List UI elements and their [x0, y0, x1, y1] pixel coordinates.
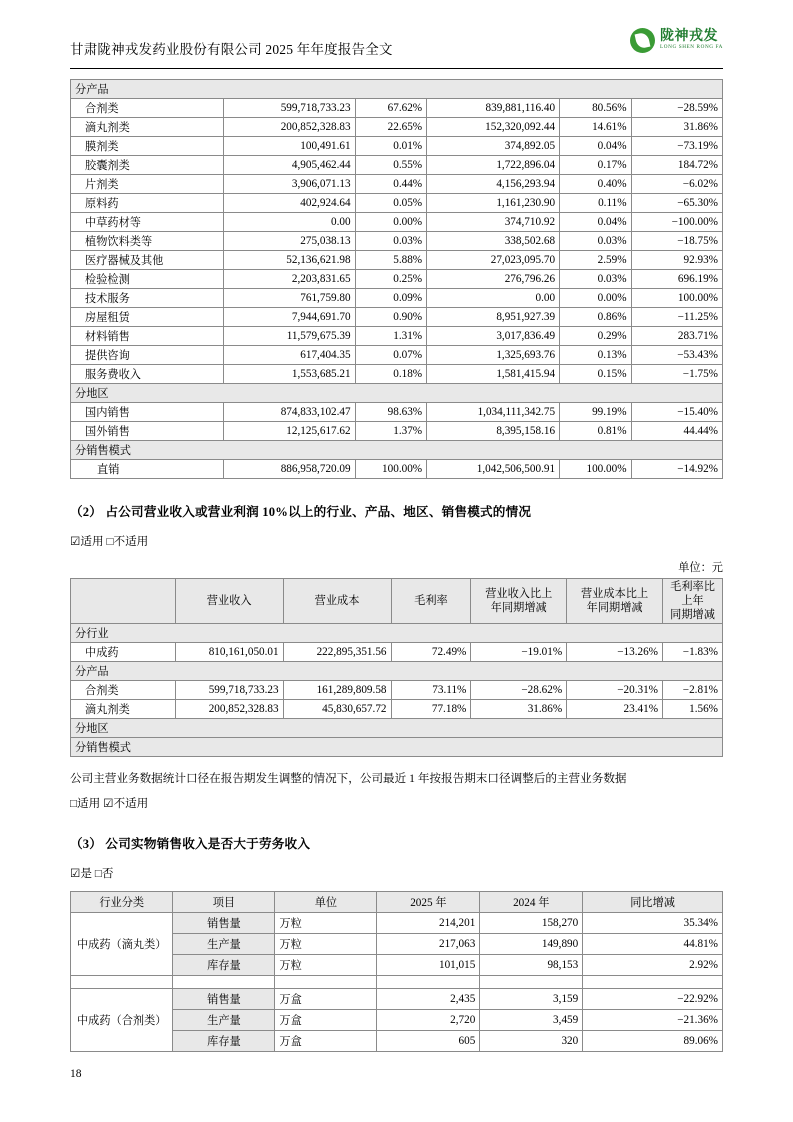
row-revenue-pct: 67.62%: [355, 99, 427, 118]
row-revenue: 0.00: [223, 213, 355, 232]
row-revenue: 11,579,675.39: [223, 327, 355, 346]
row-item: 生产量: [173, 1010, 275, 1031]
row-margin-yoy: −2.81%: [663, 681, 723, 700]
header-line-2: 年同期增减: [490, 602, 547, 614]
row-yoy: 44.44%: [631, 422, 722, 441]
row-revenue-pct: 0.25%: [355, 270, 427, 289]
table-row: [71, 232, 723, 251]
row-margin: 72.49%: [391, 643, 471, 662]
row-yoy: −11.25%: [631, 308, 722, 327]
row-cost-pct: 0.03%: [560, 232, 632, 251]
row-revenue-pct: 1.37%: [355, 422, 427, 441]
row-revenue: 810,161,050.01: [175, 643, 283, 662]
row-yoy: −14.92%: [631, 460, 722, 479]
row-value-2024: 3,459: [480, 1010, 583, 1031]
table-row: [71, 913, 723, 934]
row-cost-pct: 80.56%: [560, 99, 632, 118]
main-business-table: [70, 578, 723, 757]
group-header-row: [71, 624, 723, 643]
row-label: 国内销售: [71, 403, 224, 422]
table-body: [71, 80, 723, 479]
row-cost-pct: 0.17%: [560, 156, 632, 175]
row-value-2025: 217,063: [377, 934, 480, 955]
row-cost-yoy: −20.31%: [567, 681, 663, 700]
column-header-revenue-yoy: [471, 579, 567, 624]
row-cost-pct: 0.29%: [560, 327, 632, 346]
row-yoy: 31.86%: [631, 118, 722, 137]
row-label: 合剂类: [71, 99, 224, 118]
row-cost-pct: 0.86%: [560, 308, 632, 327]
table-row: [71, 700, 723, 719]
table-spacer-row: [71, 976, 723, 989]
row-cost: 161,289,809.58: [283, 681, 391, 700]
section-2-heading: （2） 占公司营业收入或营业利润 10%以上的行业、产品、地区、销售模式的情况: [70, 505, 532, 519]
group-label: 分销售模式: [71, 738, 723, 757]
row-revenue-yoy: 31.86%: [471, 700, 567, 719]
row-revenue: 1,553,685.21: [223, 365, 355, 384]
row-unit: 万盒: [275, 1010, 377, 1031]
row-revenue-pct: 98.63%: [355, 403, 427, 422]
row-yoy: 283.71%: [631, 327, 722, 346]
table-row: [71, 327, 723, 346]
section-3-heading: （3） 公司实物销售收入是否大于劳务收入: [70, 837, 311, 851]
table-row: [71, 403, 723, 422]
row-yoy: −18.75%: [631, 232, 722, 251]
row-cost-pct: 0.11%: [560, 194, 632, 213]
row-cost: 8,395,158.16: [427, 422, 560, 441]
row-revenue: 886,958,720.09: [223, 460, 355, 479]
row-yoy: −1.75%: [631, 365, 722, 384]
row-unit: 万粒: [275, 913, 377, 934]
table-row: [71, 989, 723, 1010]
row-cost: 276,796.26: [427, 270, 560, 289]
spacer-cell: [480, 976, 583, 989]
group-header-row: [71, 662, 723, 681]
table-row: [71, 213, 723, 232]
row-item: 生产量: [173, 934, 275, 955]
row-yoy: 35.34%: [583, 913, 723, 934]
row-item: 销售量: [173, 989, 275, 1010]
row-label: 滴丸剂类: [71, 700, 176, 719]
column-header-margin-yoy: [663, 579, 723, 624]
table-header-row: [71, 892, 723, 913]
header-line-1: 营业成本比上: [581, 588, 649, 600]
group-label: 分产品: [71, 80, 723, 99]
row-yoy: −21.36%: [583, 1010, 723, 1031]
column-header-cost-yoy: [567, 579, 663, 624]
table-row: [71, 270, 723, 289]
row-revenue-yoy: −19.01%: [471, 643, 567, 662]
row-revenue: 761,759.80: [223, 289, 355, 308]
page-number: 18: [70, 1067, 82, 1080]
row-revenue: 599,718,733.23: [175, 681, 283, 700]
row-cost-pct: 0.04%: [560, 137, 632, 156]
row-revenue-pct: 0.03%: [355, 232, 427, 251]
row-revenue-pct: 100.00%: [355, 460, 427, 479]
row-revenue: 52,136,621.98: [223, 251, 355, 270]
table-row: [71, 365, 723, 384]
row-cost: 8,951,927.39: [427, 308, 560, 327]
row-revenue-pct: 0.05%: [355, 194, 427, 213]
row-yoy: 2.92%: [583, 955, 723, 976]
row-cost-pct: 100.00%: [560, 460, 632, 479]
table-row: [71, 643, 723, 662]
row-cost: 4,156,293.94: [427, 175, 560, 194]
row-label: 检验检测: [71, 270, 224, 289]
section-2-unit: 单位：元: [678, 562, 723, 574]
row-yoy: −73.19%: [631, 137, 722, 156]
column-header-2024: 2024 年: [480, 892, 583, 913]
row-value-2025: 101,015: [377, 955, 480, 976]
column-header-cost: 营业成本: [283, 579, 391, 624]
group-label: 分地区: [71, 384, 723, 403]
row-unit: 万盒: [275, 1031, 377, 1052]
column-header-2025: 2025 年: [377, 892, 480, 913]
logo-text: [660, 30, 723, 50]
row-cost: 1,722,896.04: [427, 156, 560, 175]
row-cost-pct: 0.04%: [560, 213, 632, 232]
group-header-row: [71, 738, 723, 757]
column-header-unit: 单位: [275, 892, 377, 913]
row-revenue-pct: 0.90%: [355, 308, 427, 327]
section-2-note: 公司主营业务数据统计口径在报告期发生调整的情况下，公司最近 1 年按报告期末口径调整后的主营业务数据: [70, 772, 627, 785]
row-yoy: 184.72%: [631, 156, 722, 175]
table-header-row: [71, 579, 723, 624]
row-revenue: 7,944,691.70: [223, 308, 355, 327]
row-value-2025: 2,720: [377, 1010, 480, 1031]
table-row: [71, 194, 723, 213]
group-label: 分销售模式: [71, 441, 723, 460]
row-item: 库存量: [173, 955, 275, 976]
row-cost-pct: 14.61%: [560, 118, 632, 137]
row-cost: 338,502.68: [427, 232, 560, 251]
section-3-applicable: ☑是 □否: [70, 867, 114, 880]
row-cost: 1,581,415.94: [427, 365, 560, 384]
column-header-industry: 行业分类: [71, 892, 173, 913]
row-revenue: 200,852,328.83: [223, 118, 355, 137]
row-cost: 1,325,693.76: [427, 346, 560, 365]
group-header-row: [71, 384, 723, 403]
leaf-icon: [630, 28, 655, 53]
row-label: 中草药材等: [71, 213, 224, 232]
row-value-2024: 3,159: [480, 989, 583, 1010]
row-cost-pct: 0.15%: [560, 365, 632, 384]
row-cost-pct: 99.19%: [560, 403, 632, 422]
table-row: [71, 308, 723, 327]
row-label: 技术服务: [71, 289, 224, 308]
row-cost: 45,830,657.72: [283, 700, 391, 719]
row-cost-pct: 0.00%: [560, 289, 632, 308]
row-label: 片剂类: [71, 175, 224, 194]
table-row: [71, 346, 723, 365]
row-revenue: 275,038.13: [223, 232, 355, 251]
table-body: [71, 892, 723, 1052]
row-item: 库存量: [173, 1031, 275, 1052]
row-label: 医疗器械及其他: [71, 251, 224, 270]
row-value-2024: 158,270: [480, 913, 583, 934]
row-group-label: 中成药（合剂类）: [71, 989, 173, 1052]
row-cost: 1,042,506,500.91: [427, 460, 560, 479]
row-cost: 222,895,351.56: [283, 643, 391, 662]
header-line-2: 同期增减: [670, 609, 715, 621]
row-cost: 1,034,111,342.75: [427, 403, 560, 422]
section-2-applicable: ☑适用 □不适用: [70, 535, 149, 548]
row-yoy: 696.19%: [631, 270, 722, 289]
spacer-cell: [583, 976, 723, 989]
row-revenue-pct: 0.55%: [355, 156, 427, 175]
row-cost: 374,892.05: [427, 137, 560, 156]
row-label: 原料药: [71, 194, 224, 213]
row-revenue-yoy: −28.62%: [471, 681, 567, 700]
row-revenue: 402,924.64: [223, 194, 355, 213]
row-revenue-pct: 22.65%: [355, 118, 427, 137]
row-unit: 万粒: [275, 955, 377, 976]
group-label: 分行业: [71, 624, 723, 643]
row-item: 销售量: [173, 913, 275, 934]
row-yoy: 100.00%: [631, 289, 722, 308]
row-yoy: −6.02%: [631, 175, 722, 194]
row-margin: 73.11%: [391, 681, 471, 700]
row-revenue: 617,404.35: [223, 346, 355, 365]
row-cost: 3,017,836.49: [427, 327, 560, 346]
column-header-item: 项目: [173, 892, 275, 913]
row-cost-pct: 2.59%: [560, 251, 632, 270]
row-label: 提供咨询: [71, 346, 224, 365]
row-label: 服务费收入: [71, 365, 224, 384]
table-row: [71, 137, 723, 156]
group-header-row: [71, 719, 723, 738]
spacer-cell: [377, 976, 480, 989]
row-cost: 0.00: [427, 289, 560, 308]
column-header-revenue: 营业收入: [175, 579, 283, 624]
logo-english-name: LONG SHEN RONG FA: [660, 44, 723, 51]
group-header-row: [71, 80, 723, 99]
row-value-2024: 98,153: [480, 955, 583, 976]
row-cost: 27,023,095.70: [427, 251, 560, 270]
row-label: 直销: [71, 460, 224, 479]
row-revenue-pct: 5.88%: [355, 251, 427, 270]
row-label: 中成药: [71, 643, 176, 662]
row-margin-yoy: 1.56%: [663, 700, 723, 719]
physical-sales-table: [70, 891, 723, 1052]
row-label: 房屋租赁: [71, 308, 224, 327]
row-label: 膜剂类: [71, 137, 224, 156]
header-line-1: 毛利率比上年: [670, 581, 715, 607]
row-yoy: −65.30%: [631, 194, 722, 213]
row-label: 胶囊剂类: [71, 156, 224, 175]
row-label: 材料销售: [71, 327, 224, 346]
section-2-note-applicable: □适用 ☑不适用: [70, 797, 149, 810]
row-yoy: −22.92%: [583, 989, 723, 1010]
row-cost-pct: 0.40%: [560, 175, 632, 194]
row-cost-pct: 0.03%: [560, 270, 632, 289]
row-yoy: −100.00%: [631, 213, 722, 232]
row-cost: 374,710.92: [427, 213, 560, 232]
row-label: 滴丸剂类: [71, 118, 224, 137]
row-revenue-pct: 0.09%: [355, 289, 427, 308]
row-yoy: 44.81%: [583, 934, 723, 955]
table-row: [71, 289, 723, 308]
spacer-cell: [275, 976, 377, 989]
row-revenue-pct: 0.44%: [355, 175, 427, 194]
row-unit: 万盒: [275, 989, 377, 1010]
logo-chinese-name: 陇神戎发: [660, 29, 718, 45]
group-label: 分产品: [71, 662, 723, 681]
table-row: [71, 175, 723, 194]
row-revenue: 3,906,071.13: [223, 175, 355, 194]
row-value-2024: 149,890: [480, 934, 583, 955]
row-revenue-pct: 0.00%: [355, 213, 427, 232]
row-revenue: 2,203,831.65: [223, 270, 355, 289]
row-yoy: −53.43%: [631, 346, 722, 365]
row-label: 国外销售: [71, 422, 224, 441]
row-cost-pct: 0.81%: [560, 422, 632, 441]
row-margin: 77.18%: [391, 700, 471, 719]
spacer-cell: [173, 976, 275, 989]
row-cost: 1,161,230.90: [427, 194, 560, 213]
row-revenue: 200,852,328.83: [175, 700, 283, 719]
table-row: [71, 118, 723, 137]
row-revenue: 100,491.61: [223, 137, 355, 156]
row-cost: 839,881,116.40: [427, 99, 560, 118]
row-revenue: 874,833,102.47: [223, 403, 355, 422]
header-line-1: 营业收入比上: [485, 588, 553, 600]
row-yoy: 92.93%: [631, 251, 722, 270]
table-body: [71, 579, 723, 757]
row-cost-pct: 0.13%: [560, 346, 632, 365]
header-divider: [70, 68, 723, 69]
row-revenue: 599,718,733.23: [223, 99, 355, 118]
company-logo: [630, 28, 723, 53]
row-label: 合剂类: [71, 681, 176, 700]
spacer-cell: [71, 976, 173, 989]
column-header-blank: [71, 579, 176, 624]
row-revenue-pct: 0.18%: [355, 365, 427, 384]
row-value-2025: 605: [377, 1031, 480, 1052]
table-row: [71, 681, 723, 700]
table-row: [71, 156, 723, 175]
page-header: [70, 0, 723, 62]
row-value-2025: 2,435: [377, 989, 480, 1010]
row-revenue: 12,125,617.62: [223, 422, 355, 441]
header-title: 甘肃陇神戎发药业股份有限公司 2025 年年度报告全文: [70, 42, 393, 57]
row-cost-yoy: 23.41%: [567, 700, 663, 719]
table-row: [71, 422, 723, 441]
row-value-2024: 320: [480, 1031, 583, 1052]
column-header-margin: 毛利率: [391, 579, 471, 624]
row-unit: 万粒: [275, 934, 377, 955]
table-row: [71, 251, 723, 270]
revenue-breakdown-table: [70, 79, 723, 479]
row-value-2025: 214,201: [377, 913, 480, 934]
row-yoy: −15.40%: [631, 403, 722, 422]
row-cost: 152,320,092.44: [427, 118, 560, 137]
row-revenue-pct: 0.07%: [355, 346, 427, 365]
group-label: 分地区: [71, 719, 723, 738]
header-line-2: 年同期增减: [586, 602, 643, 614]
row-yoy: −28.59%: [631, 99, 722, 118]
table-row: [71, 460, 723, 479]
row-revenue-pct: 1.31%: [355, 327, 427, 346]
group-header-row: [71, 441, 723, 460]
row-label: 植物饮料类等: [71, 232, 224, 251]
row-margin-yoy: −1.83%: [663, 643, 723, 662]
row-group-label: 中成药（滴丸类）: [71, 913, 173, 976]
row-revenue: 4,905,462.44: [223, 156, 355, 175]
row-cost-yoy: −13.26%: [567, 643, 663, 662]
row-revenue-pct: 0.01%: [355, 137, 427, 156]
table-row: [71, 99, 723, 118]
row-yoy: 89.06%: [583, 1031, 723, 1052]
column-header-yoy: 同比增减: [583, 892, 723, 913]
